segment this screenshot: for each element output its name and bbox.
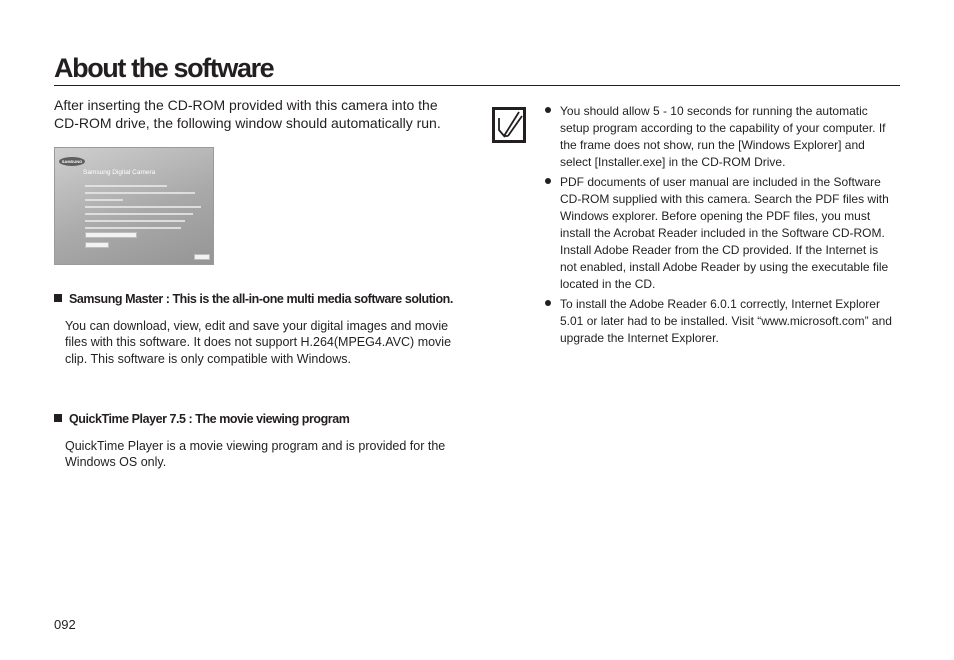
page-number: 092 <box>54 617 76 632</box>
autorun-install-button <box>85 232 137 238</box>
autorun-window-text <box>85 185 203 234</box>
list-item: You should allow 5 - 10 seconds for running the automatic setup program according to the capability of your computer. If the frame does not show, run the [Windows Explorer] and select [Installer.exe] in the CD-ROM Drive. <box>544 103 894 171</box>
autorun-window-screenshot <box>54 147 214 265</box>
intro-text: After inserting the CD-ROM provided with this camera into the CD-ROM drive, the following window should automatically run. <box>54 97 441 131</box>
bullet-dot-icon <box>545 178 551 184</box>
square-bullet-icon <box>54 414 62 422</box>
bullet-dot-icon <box>545 107 551 113</box>
list-item: To install the Adobe Reader 6.0.1 correctly, Internet Explorer 5.01 or later had to be installed. Visit “www.microsoft.com” and upgrade the Internet Explorer. <box>544 296 894 347</box>
list-item: PDF documents of user manual are included in the Software CD-ROM supplied with this camera. Search the PDF files with Windows explorer. Before opening the PDF files, you must install the Acrobat Reader included in the Software CD-ROM. Install Adobe Reader from the CD provided. If the Internet is not enabled, install Adobe Reader by using the executable file located in the CD. <box>544 174 894 292</box>
square-bullet-icon <box>54 294 62 302</box>
note-pencil-icon <box>491 106 527 144</box>
title-divider <box>54 85 900 86</box>
page-title: About the software <box>54 53 274 83</box>
autorun-window-title: Samsung Digital Camera <box>83 169 156 176</box>
section-body-samsung-master: You can download, view, edit and save your digital images and movie files with this software. It does not support H.264(MPEG4.AVC) movie clip. This software is only compatible with Windows. <box>65 319 452 366</box>
notes-list <box>544 103 894 351</box>
autorun-manual-button <box>85 242 109 248</box>
section-heading-samsung-master: Samsung Master : This is the all-in-one multi media software solution. <box>54 291 453 307</box>
bullet-dot-icon <box>545 300 551 306</box>
section-body-quicktime: QuickTime Player is a movie viewing program and is provided for the Windows OS only. <box>65 439 446 470</box>
section-heading-quicktime: QuickTime Player 7.5 : The movie viewing program <box>54 411 349 427</box>
autorun-exit-button <box>194 254 210 260</box>
samsung-logo: SAMSUNG <box>59 157 85 166</box>
